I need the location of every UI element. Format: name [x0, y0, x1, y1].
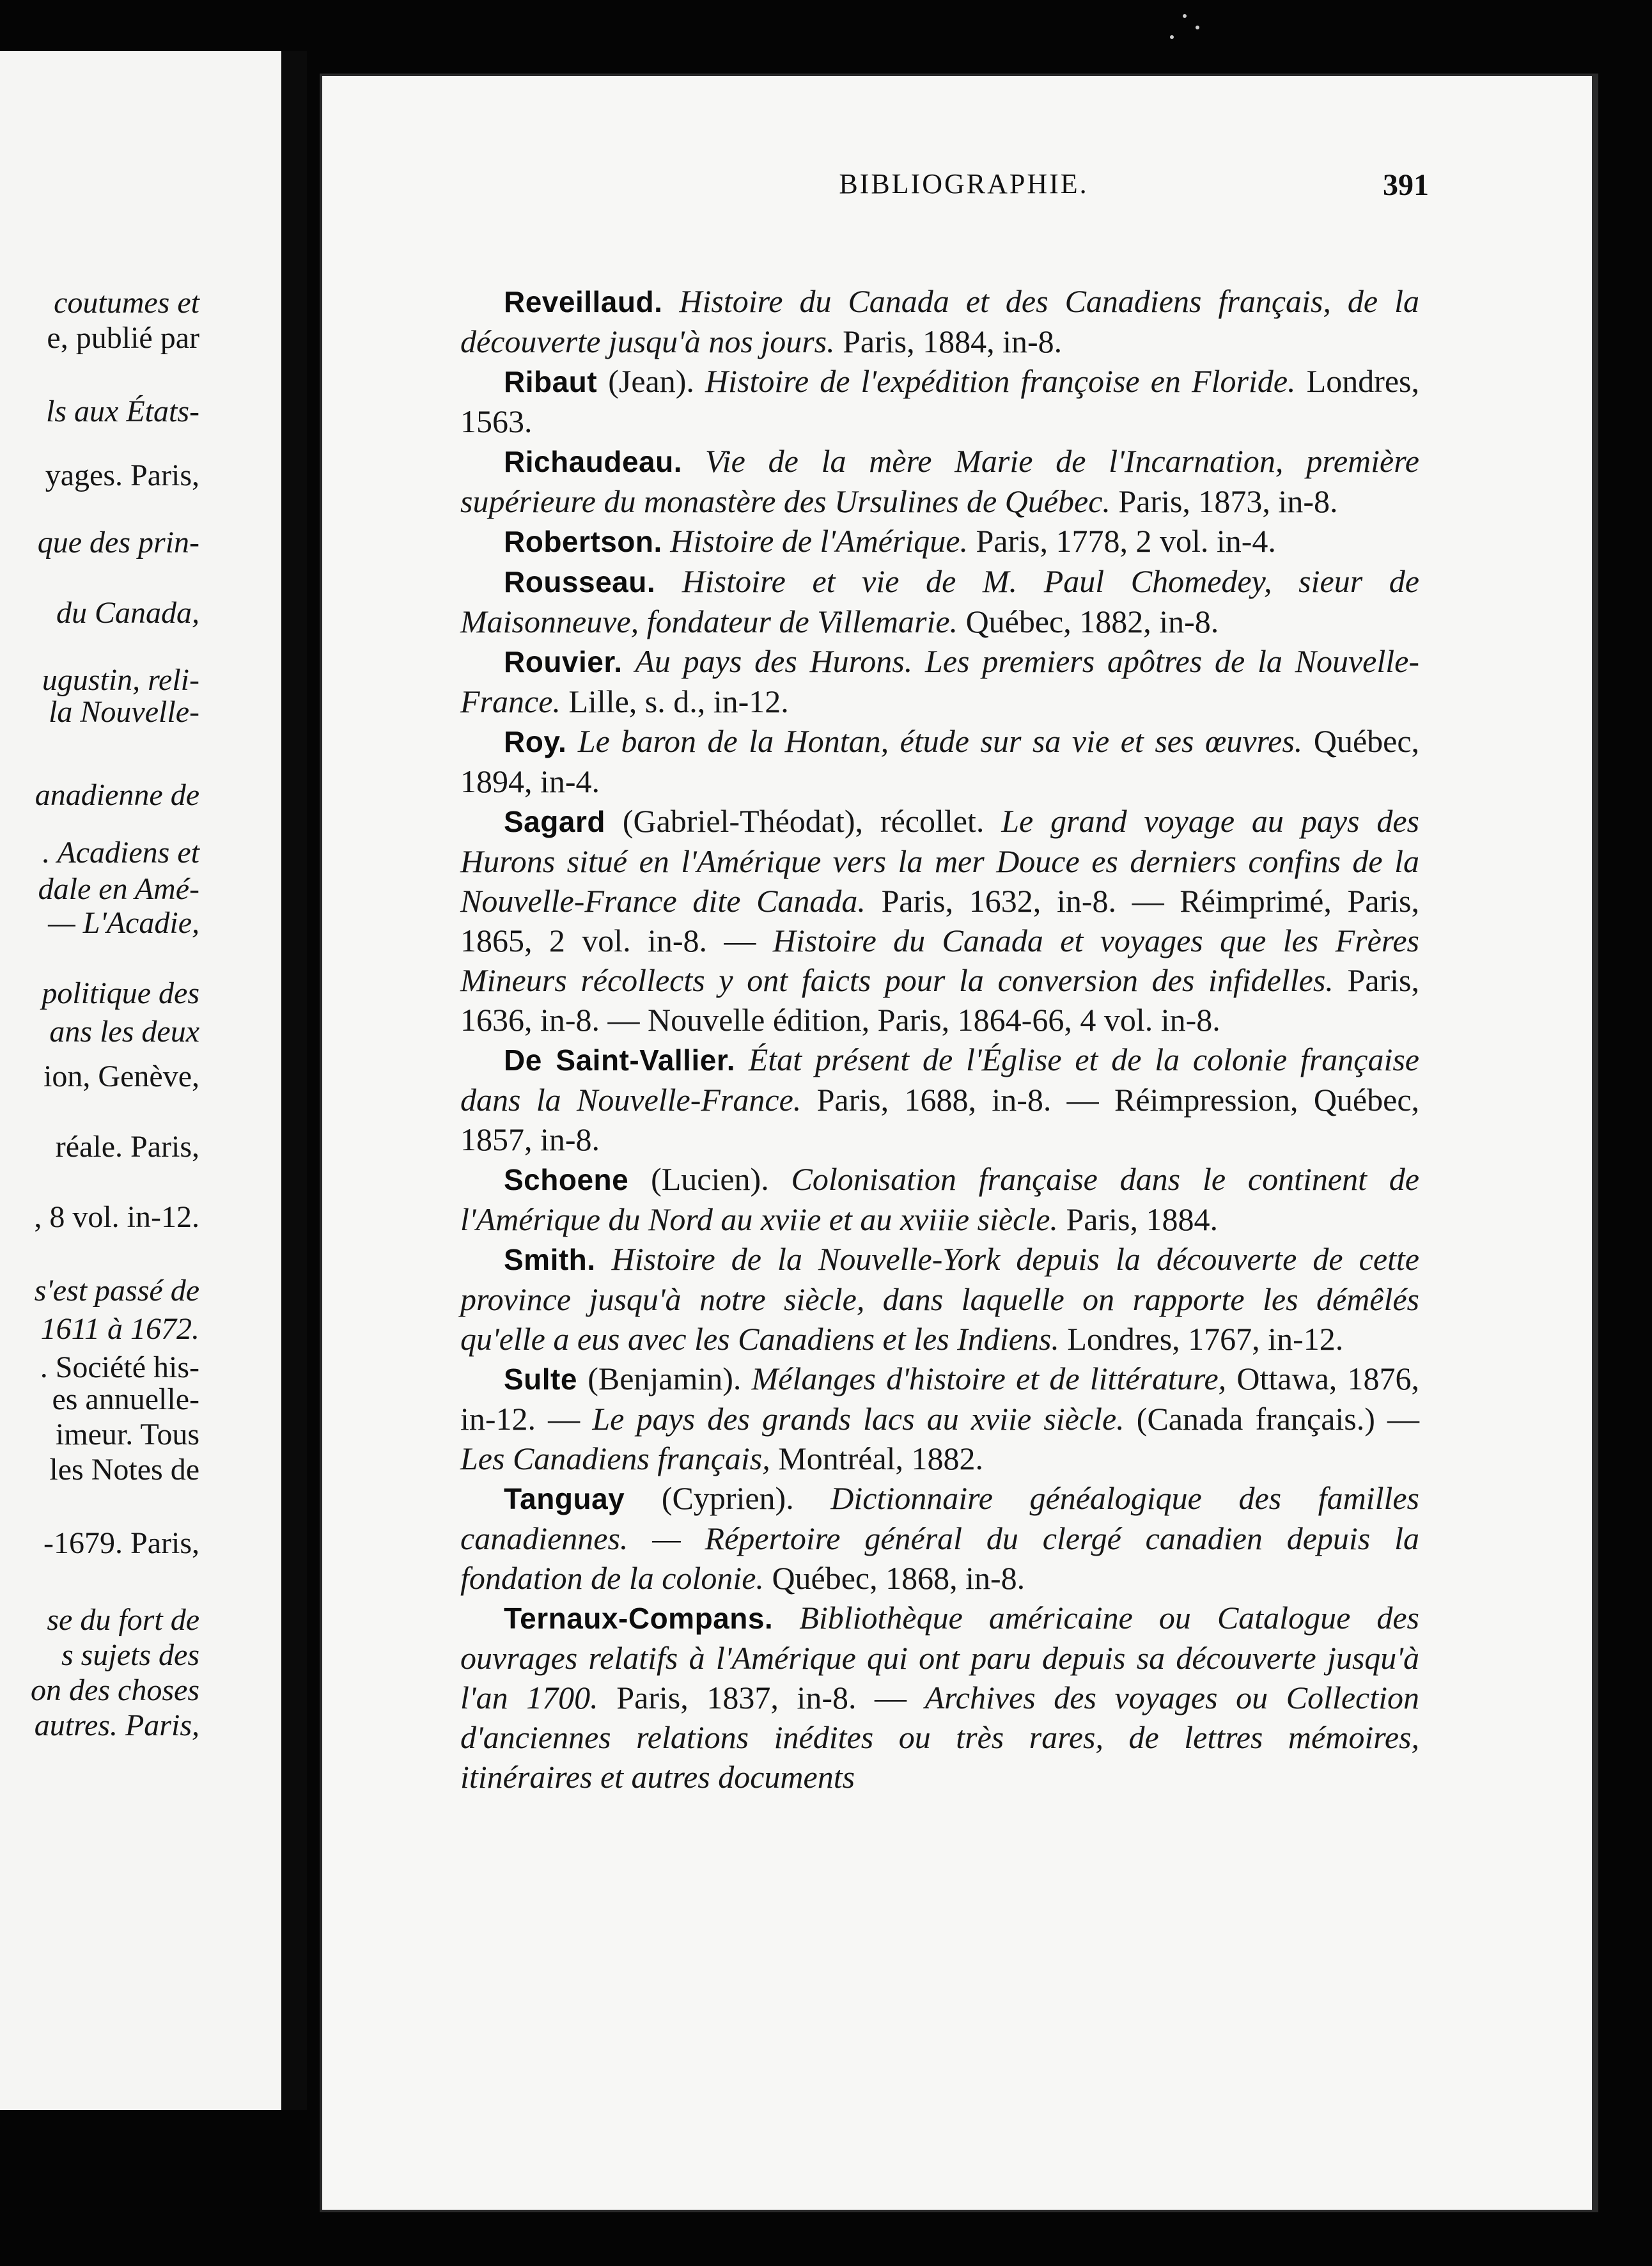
left-page-fragment: se du fort de	[47, 1603, 199, 1637]
left-page-fragment: politique des	[42, 976, 199, 1010]
entry-author: Reveillaud.	[504, 285, 663, 318]
entry-title: Histoire du Canada et des Canadiens français, de la découverte jusqu'à nos jours.	[460, 283, 1419, 359]
entry-publication: Paris, 1632, in-8. — Réimprimé, Paris, 1865, 2 vol. in-8. —	[460, 883, 1420, 958]
bibliography-entry	[460, 1598, 1419, 1797]
left-page-fragment: -1679. Paris,	[43, 1526, 199, 1560]
entry-publication: Québec, 1894, in-4.	[460, 723, 1420, 799]
entry-publication: Paris, 1688, in-8. — Réimpression, Québec, 1857, in-8.	[460, 1082, 1420, 1157]
bibliography-entry	[460, 641, 1419, 721]
entry-author: De Saint-Vallier.	[504, 1043, 735, 1077]
entry-author: Ribaut	[504, 365, 598, 398]
entry-author: Rousseau.	[504, 565, 656, 598]
entry-author: Ternaux-Compans.	[504, 1602, 774, 1635]
entry-publication: Ottawa, 1876, in-12. —	[460, 1361, 1420, 1437]
scan-speck	[1196, 26, 1199, 29]
left-page-fragment: la Nouvelle-	[49, 695, 199, 729]
left-page-fragment: que des prin-	[37, 526, 199, 559]
left-page-fragment: dale en Amé-	[38, 872, 199, 906]
entry-publication: Québec, 1868, in-8.	[772, 1560, 1025, 1596]
bibliography-entry	[460, 721, 1419, 801]
entry-title: Archives des voyages ou Collection d'anciennes relations inédites ou très rares, de lettres mémoires, itinéraires et autres documents	[460, 1680, 1420, 1795]
entry-publication: Paris, 1636, in-8. — Nouvelle édition, Paris, 1864-66, 4 vol. in-8.	[460, 962, 1420, 1038]
left-page-fragment: yages. Paris,	[45, 458, 199, 492]
entry-publication: Lille, s. d., in-12.	[568, 684, 789, 719]
entry-title: Histoire du Canada et voyages que les Frères Mineurs récollects y ont faicts pour la conversion des infidelles.	[460, 923, 1420, 998]
bibliography-entry	[460, 561, 1419, 641]
entry-title: Le grand voyage au pays des Hurons situé en l'Amérique vers la mer Douce es derniers confins de la Nouvelle-France dite Canada.	[460, 803, 1420, 919]
left-page	[0, 51, 285, 2110]
bibliography-entry	[460, 281, 1419, 361]
entry-author: Sagard	[504, 805, 605, 838]
left-page-fragment: ugustin, reli-	[42, 663, 199, 697]
left-page-fragment: s'est passé de	[34, 1274, 199, 1308]
entry-title: Histoire de l'expédition françoise en Floride.	[705, 363, 1296, 399]
left-page-fragment: es annuelle-	[52, 1382, 199, 1416]
entry-author: Roy.	[504, 725, 567, 758]
entry-publication: (Canada français.) —	[1136, 1401, 1420, 1437]
scan-speck	[1183, 14, 1187, 18]
bibliography-entry	[460, 801, 1419, 1040]
entry-title: Histoire de la Nouvelle-York depuis la découverte de cette province jusqu'à notre siècle, dans laquelle on rapporte les démêlés qu'elle a eus avec les Canadiens et les Indiens.	[460, 1241, 1419, 1357]
bibliography-entry	[460, 361, 1419, 441]
left-page-fragment: 1611 à 1672.	[40, 1312, 199, 1346]
entry-title: Mélanges d'histoire et de littérature,	[751, 1361, 1227, 1396]
left-page-fragment: . Acadiens et	[42, 836, 199, 870]
entry-publication: Montréal, 1882.	[778, 1441, 984, 1476]
left-page-fragment: les Notes de	[49, 1453, 199, 1487]
bibliography-entry	[460, 521, 1419, 561]
running-title: BIBLIOGRAPHIE.	[839, 168, 1089, 199]
entry-author-details: (Jean).	[608, 363, 694, 399]
bibliography-entry	[460, 1478, 1419, 1598]
entry-title: Le baron de la Hontan, étude sur sa vie et ses œuvres.	[577, 723, 1303, 759]
entry-publication: Paris, 1778, 2 vol. in-4.	[976, 523, 1276, 559]
scan-speck	[1170, 35, 1174, 39]
entry-author: Richaudeau.	[504, 445, 683, 478]
entry-title: État présent de l'Église et de la colonie française dans la Nouvelle-France.	[460, 1042, 1419, 1118]
entry-title: Colonisation française dans le continent de l'Amérique du Nord au xviie et au xviiie siècle.	[460, 1161, 1419, 1237]
left-page-fragment: , 8 vol. in-12.	[34, 1200, 199, 1234]
entry-title: Le pays des grands lacs au xviie siècle.	[592, 1401, 1125, 1437]
left-page-fragment: s sujets des	[61, 1638, 199, 1672]
bibliography-entry	[460, 441, 1419, 521]
entry-title: Vie de la mère Marie de l'Incarnation, première supérieure du monastère des Ursulines de Québec.	[460, 443, 1420, 519]
left-page-fragment: ans les deux	[49, 1015, 199, 1049]
entry-author-details: (Gabriel-Théodat), récollet.	[622, 803, 985, 839]
entry-title: Histoire de l'Amérique.	[670, 523, 968, 559]
entry-publication: Paris, 1884.	[1066, 1201, 1218, 1237]
bibliography-entry	[460, 1239, 1419, 1359]
entry-author-details: (Lucien).	[651, 1161, 769, 1197]
entry-author-details: (Cyprien).	[661, 1480, 794, 1516]
left-page-fragment: coutumes et	[54, 286, 199, 320]
entry-title: Histoire et vie de M. Paul Chomedey, sieur de Maisonneuve, fondateur de Villemarie.	[460, 563, 1419, 639]
bibliography-entry	[460, 1040, 1419, 1159]
entry-publication: Paris, 1873, in-8.	[1118, 483, 1338, 519]
entry-publication: Québec, 1882, in-8.	[965, 604, 1219, 639]
book-gutter	[281, 51, 307, 2110]
bibliography-entry	[460, 1359, 1419, 1478]
entry-title: Bibliothèque américaine ou Catalogue des ouvrages relatifs à l'Amérique qui ont paru depuis sa découverte jusqu'à l'an 1700.	[460, 1600, 1419, 1715]
entry-title: Les Canadiens français,	[460, 1441, 770, 1476]
entry-publication: Londres, 1563.	[460, 363, 1420, 439]
left-page-fragment: du Canada,	[56, 596, 199, 630]
entry-publication: Londres, 1767, in-12.	[1067, 1321, 1344, 1357]
left-page-fragment: anadienne de	[35, 778, 199, 812]
entry-title: Au pays des Hurons. Les premiers apôtres de la Nouvelle-France.	[460, 643, 1420, 719]
left-page-fragment: ls aux États-	[46, 395, 199, 428]
bibliography-entries	[460, 281, 1419, 1797]
left-page-fragment: autres. Paris,	[34, 1708, 199, 1742]
left-page-fragment: e, publié par	[47, 321, 199, 355]
left-page-fragment: ion, Genève,	[43, 1059, 199, 1093]
entry-author: Robertson.	[504, 525, 662, 558]
page-number: 391	[1383, 168, 1429, 202]
left-page-fragment: on des choses	[31, 1673, 199, 1707]
entry-author: Rouvier.	[504, 645, 623, 678]
entry-author: Sulte	[504, 1363, 577, 1396]
entry-author-details: (Benjamin).	[588, 1361, 742, 1396]
entry-author: Schoene	[504, 1163, 629, 1196]
entry-author: Tanguay	[504, 1482, 625, 1515]
entry-title: Dictionnaire généalogique des familles canadiennes. — Répertoire général du clergé canadien depuis la fondation de la colonie.	[460, 1480, 1420, 1596]
entry-publication: Paris, 1884, in-8.	[843, 324, 1063, 359]
running-head	[499, 168, 1429, 207]
bibliography-entry	[460, 1159, 1419, 1239]
entry-publication: Paris, 1837, in-8. —	[616, 1680, 907, 1715]
left-page-fragment: imeur. Tous	[55, 1418, 199, 1451]
left-page-fragment: réale. Paris,	[55, 1130, 199, 1164]
left-page-fragment: . Société his-	[40, 1350, 199, 1384]
entry-author: Smith.	[504, 1243, 596, 1276]
left-page-fragment: — L'Acadie,	[48, 906, 199, 940]
